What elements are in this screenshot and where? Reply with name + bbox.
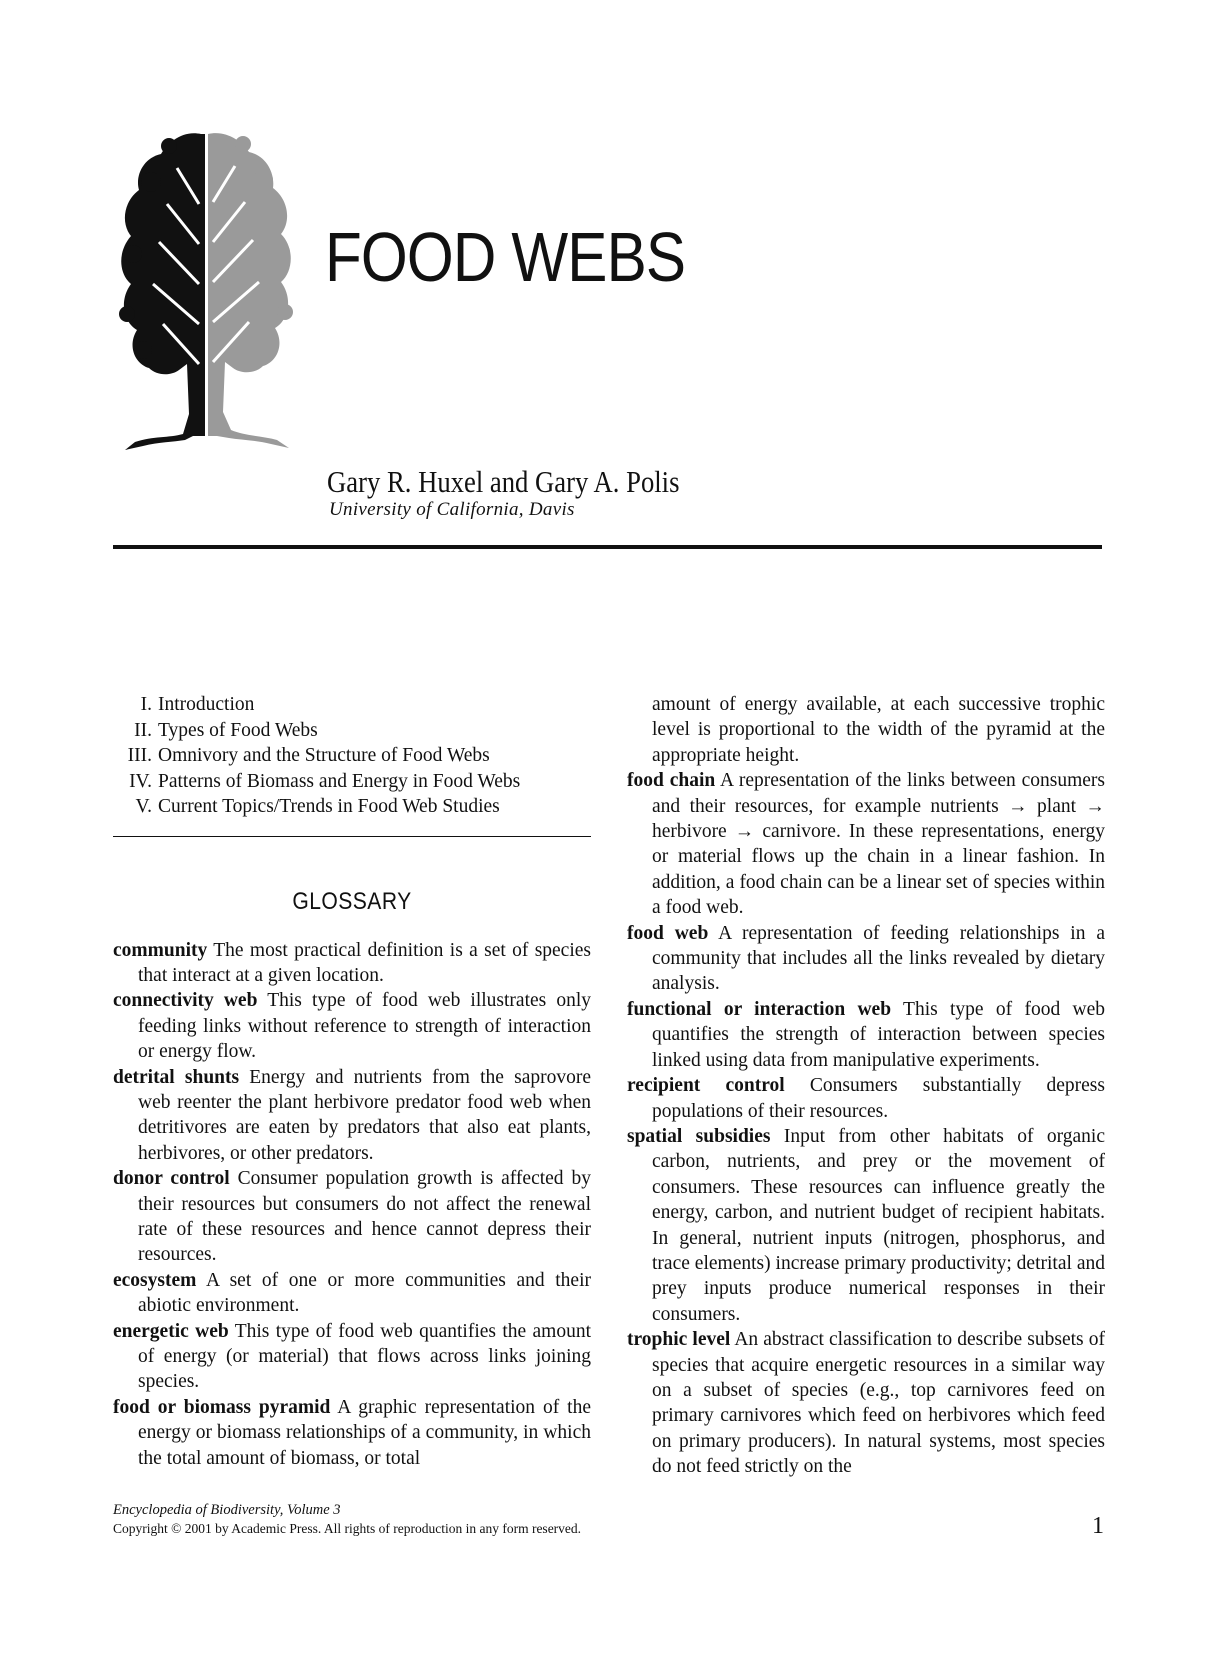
glossary-entry-continuation: amount of energy available, at each successive trophic level is proportional to the width of the pyramid at the appropriate height.: [652, 694, 1105, 766]
page-title: FOOD WEBS: [325, 218, 686, 296]
glossary-entry: community The most practical definition is a set of species that interact at a given location.: [113, 939, 591, 986]
glossary-entry: food web A representation of feeding relationships in a community that includes all the links revealed by dietary analysis.: [627, 922, 1105, 995]
glossary-entry: functional or interaction web This type of food web quantifies the strength of interaction between species linked using data from manipulative experiments.: [627, 998, 1105, 1071]
glossary-entry: energetic web This type of food web quantifies the amount of energy (or material) that flows across links joining species.: [113, 1320, 591, 1393]
toc-item: I. Introduction: [140, 694, 255, 715]
footer-copyright: Copyright © 2001 by Academic Press. All rights of reproduction in any form reserved.: [113, 1521, 582, 1536]
toc-item: IV. Patterns of Biomass and Energy in Food Webs: [129, 770, 521, 792]
footer-journal: Encyclopedia of Biodiversity, Volume 3: [113, 1502, 341, 1518]
toc-item: III. Omnivory and the Structure of Food Webs: [127, 745, 490, 766]
glossary-entry: recipient control Consumers substantially depress populations of their resources.: [627, 1075, 1105, 1122]
page-number: 1: [1092, 1513, 1104, 1539]
glossary-heading: GLOSSARY: [292, 887, 412, 915]
left-column: [113, 692, 591, 1471]
authors: Gary R. Huxel and Gary A. Polis: [327, 464, 680, 499]
glossary-entry: donor control Consumer population growth is affected by their resources but consumers do not affect the renewal rate of these resources and hence cannot depress their resources.: [113, 1168, 591, 1266]
glossary-entry: spatial subsidies Input from other habitats of organic carbon, nutrients, and prey or the movement of consumers. These resources can influence greatly the energy, carbon, and nutrient budget of recipient habitats. In general, nutrient inputs (nitrogen, phosphorus, and trace elements) increase primary productivity; detrital and prey inputs produce numerical responses in their consumers.: [627, 1125, 1105, 1325]
affiliation: University of California, Davis: [329, 499, 575, 520]
right-column: [627, 692, 1105, 1480]
header-divider: [113, 545, 1102, 549]
glossary-entry: connectivity web This type of food web illustrates only feeding links without reference to strength of interaction or energy flow.: [113, 990, 592, 1063]
glossary-entry: trophic level An abstract classification to describe subsets of species that acquire energetic resources in a similar way on a subset of species (e.g., top carnivores feed on primary carnivores which feed on herbivores which feed on primary producers). In natural systems, most species do not feed strictly on the: [627, 1329, 1105, 1478]
glossary-entry: detrital shunts Energy and nutrients from the saprovore web reenter the plant herbivore predator food web when detritivores are eaten by predators that also eat plants, herbivores, or other predators.: [113, 1066, 591, 1164]
glossary-entry: food or biomass pyramid A graphic representation of the energy or biomass relationships of a community, in which the total amount of biomass, or total: [113, 1396, 591, 1469]
toc-divider: [113, 836, 591, 837]
glossary-left-entries: [113, 938, 591, 1472]
table-of-contents: [113, 692, 591, 820]
toc-item: V. Current Topics/Trends in Food Web Studies: [135, 796, 500, 817]
glossary-entry: food chain A representation of the links between consumers and their resources, for example nutrients → plant → herbivore → carnivore. In these representations, energy or material flows up the chain in a linear fashion. In addition, a food chain can be a linear set of species within a food web.: [627, 770, 1105, 919]
toc-item: II. Types of Food Webs: [134, 719, 318, 741]
tree-logo-icon: [113, 124, 298, 450]
glossary-entry: ecosystem A set of one or more communities and their abiotic environment.: [113, 1269, 591, 1317]
